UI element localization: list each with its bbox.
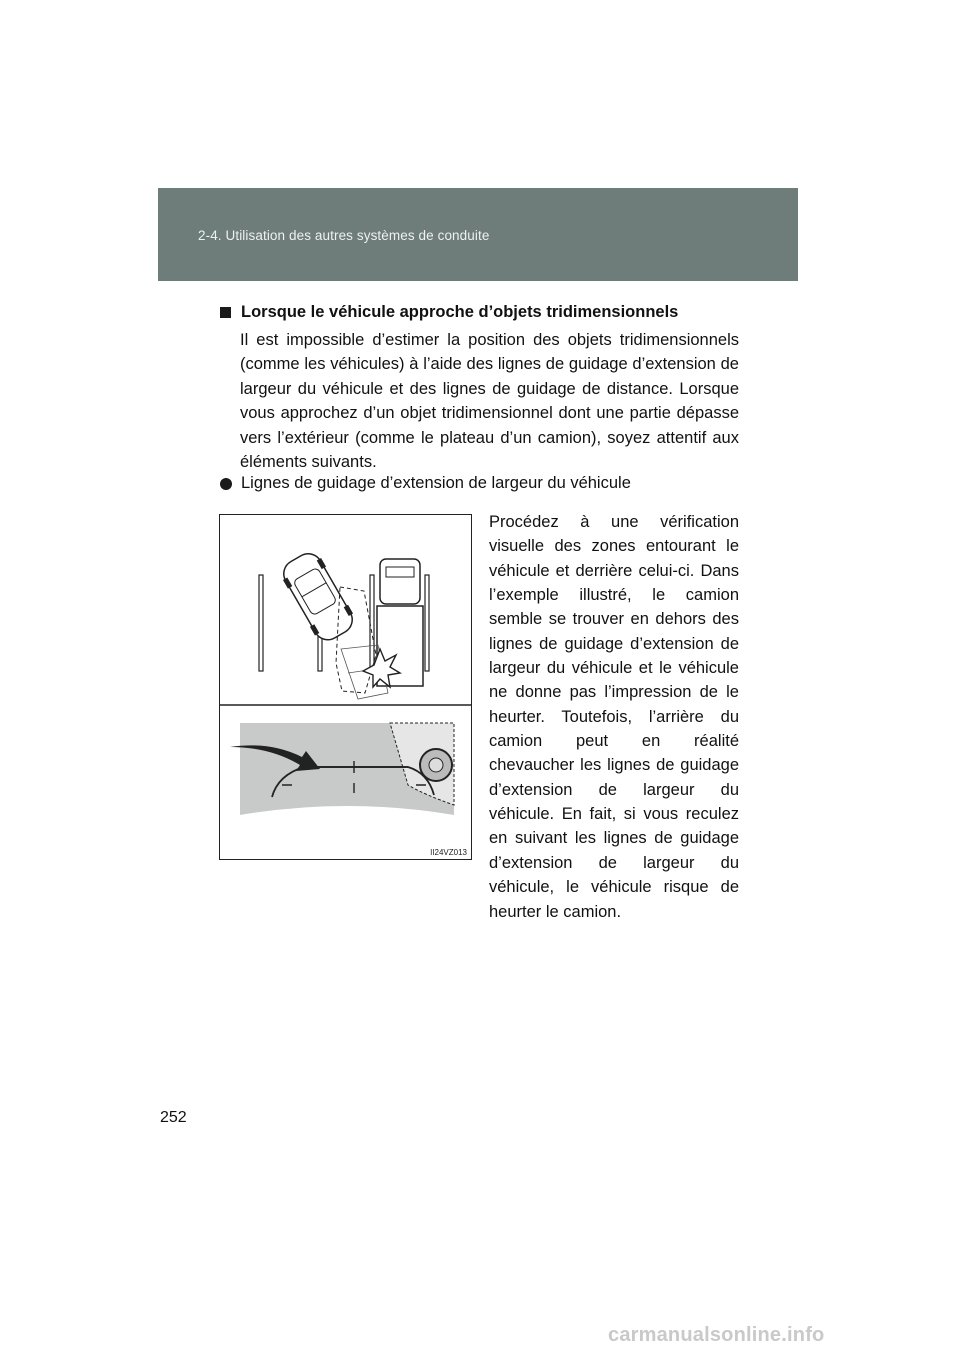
subsection-heading (220, 303, 678, 322)
figure-explanation: Procédez à une vérification visuelle des zones entourant le véhicule et derrière celui-ci. Dans l’exemple illustré, le camion semble se trouver en dehors des lignes de guidage d’extension de largeur du véhicule et le véhicule ne donne pas l’impression de le heurter. Toutefois, l’arrière du camion peut en réalité chevaucher les lignes de guidage d’extension de largeur du véhicule. En fait, si vous reculez en suivant les lignes de guidage d’extension de largeur du véhicule, le véhicule risque de heurter le camion. (489, 513, 739, 921)
parking-line-icon (425, 575, 429, 671)
illustration (219, 514, 472, 860)
bullet-item (220, 474, 631, 493)
round-bullet-icon (220, 478, 232, 490)
parking-line-icon (370, 575, 374, 671)
bullet-text: Lignes de guidage d’extension de largeur du véhicule (241, 474, 631, 492)
section-title: 2-4. Utilisation des autres systèmes de conduite (198, 228, 490, 243)
square-bullet-icon (220, 307, 231, 318)
watermark: carmanualsonline.info (608, 1324, 825, 1346)
body-paragraph: Il est impossible d’estimer la position des objets tridimensionnels (comme les véhicules) à l’aide des lignes de guidage d’extension de largeur du véhicule et des lignes de guidage de distance. Lorsque vous approchez d’un objet tridimensionnel dont une partie dépasse vers l’extérieur (comme le plateau d’un camion), soyez attentif aux éléments suivants. (240, 331, 739, 472)
car-icon (277, 548, 359, 646)
page-number: 252 (160, 1109, 187, 1126)
section-header (158, 188, 798, 281)
figure-code: II24VZ013 (430, 848, 467, 857)
heading-text: Lorsque le véhicule approche d’objets tridimensionnels (241, 303, 679, 321)
parking-line-icon (259, 575, 263, 671)
illustration-drawing (220, 515, 471, 859)
